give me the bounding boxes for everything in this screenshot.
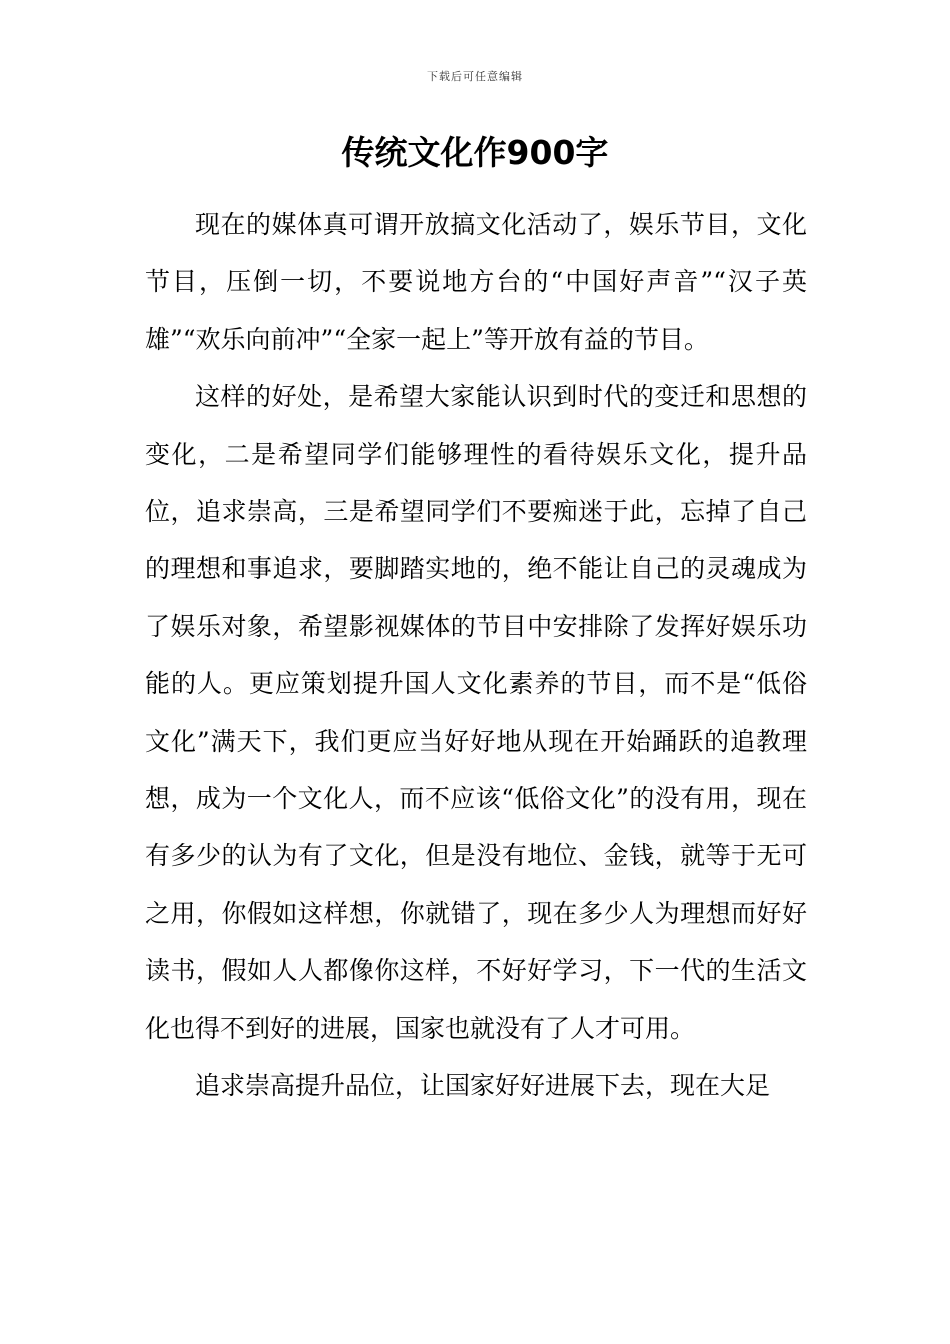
paragraph-1: 现在的媒体真可谓开放搞文化活动了，娱乐节目，文化节目，压倒一切，不要说地方台的“中国好声音”“汉子英雄”“欢乐向前冲”“全家一起上”等开放有益的节目。	[145, 210, 807, 354]
header-note: 下载后可任意编辑	[427, 70, 523, 83]
paragraph-3: 追求崇高提升品位，让国家好好进展下去，现在大足	[195, 1071, 771, 1101]
document-body	[145, 196, 807, 1115]
paragraph-2: 这样的好处，是希望大家能认识到时代的变迁和思想的变化，二是希望同学们能够理性的看待娱乐文化，提升品位，追求崇高，三是希望同学们不要痴迷于此，忘掉了自己的理想和事追求，要脚踏实地的，绝不能让自己的灵魂成为了娱乐对象，希望影视媒体的节目中安排除了发挥好娱乐功能的人。更应策划提升国人文化素养的节目，而不是“低俗文化”满天下，我们更应当好好地从现在开始踊跃的追教理想，成为一个文化人，而不应该“低俗文化”的没有用，现在有多少的认为有了文化，但是没有地位、金钱，就等于无可之用，你假如这样想，你就错了，现在多少人为理想而好好读书，假如人人都像你这样，不好好学习，下一代的生活文化也得不到好的进展，国家也就没有了人才可用。	[145, 382, 807, 1043]
document-title: 传统文化作900字	[341, 133, 609, 172]
